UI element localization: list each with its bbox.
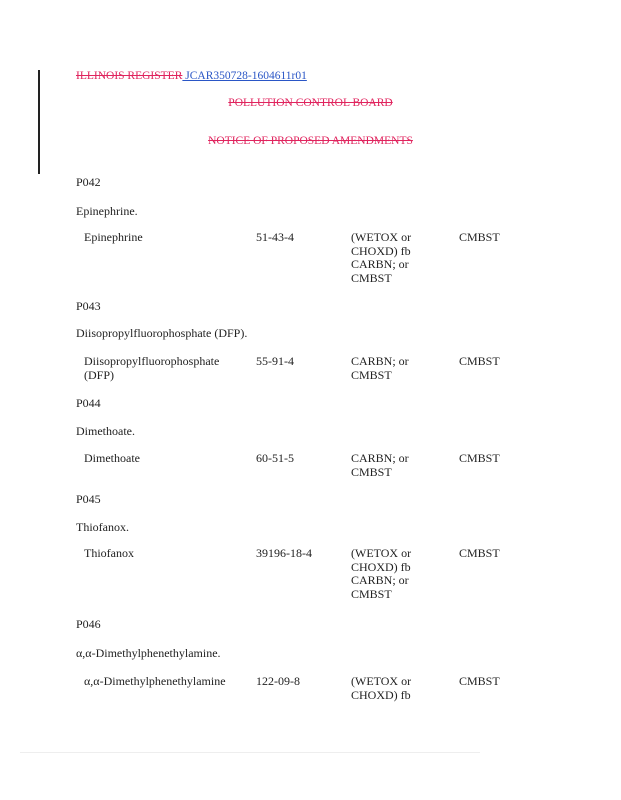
nonwastewater-standard: CMBST bbox=[459, 546, 500, 560]
standard-line: CMBST bbox=[351, 586, 392, 601]
nonwastewater-standard: CMBST bbox=[459, 451, 500, 465]
waste-description: Thiofanox. bbox=[76, 520, 129, 534]
standard-line: CMBST bbox=[351, 464, 392, 479]
standard-line: CHOXD) fb bbox=[351, 687, 411, 702]
wastewater-standard bbox=[351, 675, 441, 702]
standard-line: CARBN; or bbox=[351, 573, 409, 587]
waste-description: Diisopropylfluorophosphate (DFP). bbox=[76, 326, 248, 340]
cas-number: 122-09-8 bbox=[256, 674, 300, 688]
nonwastewater-standard: CMBST bbox=[459, 354, 500, 368]
standard-line: CMBST bbox=[351, 367, 392, 382]
wastewater-standard bbox=[351, 452, 441, 479]
constituent-name: α,α-Dimethylphenethylamine bbox=[84, 674, 226, 688]
nonwastewater-standard: CMBST bbox=[459, 674, 500, 688]
waste-code: P042 bbox=[76, 175, 101, 189]
waste-description: α,α-Dimethylphenethylamine. bbox=[76, 646, 221, 660]
standard-line: CARBN; or bbox=[351, 354, 409, 368]
cas-number: 55-91-4 bbox=[256, 354, 294, 368]
wastewater-standard bbox=[351, 547, 441, 601]
cas-number: 39196-18-4 bbox=[256, 546, 312, 560]
register-id-inserted: JCAR350728-1604611r01 bbox=[182, 70, 307, 82]
waste-description: Epinephrine. bbox=[76, 204, 138, 218]
nonwastewater-standard: CMBST bbox=[459, 230, 500, 244]
waste-code: P045 bbox=[76, 492, 101, 506]
board-title: POLLUTION CONTROL BOARD bbox=[228, 97, 393, 109]
cas-number: 51-43-4 bbox=[256, 230, 294, 244]
revision-change-bar bbox=[38, 70, 40, 174]
wastewater-standard bbox=[351, 355, 441, 382]
waste-description: Dimethoate. bbox=[76, 424, 135, 438]
constituent-name: Thiofanox bbox=[84, 546, 134, 560]
notice-title: NOTICE OF PROPOSED AMENDMENTS bbox=[208, 135, 413, 147]
footer-divider bbox=[20, 752, 480, 753]
standard-line: CARBN; or bbox=[351, 257, 409, 271]
waste-code: P046 bbox=[76, 617, 101, 631]
waste-code: P044 bbox=[76, 396, 101, 410]
standard-line: CARBN; or bbox=[351, 451, 409, 465]
standard-line: CHOXD) fb bbox=[351, 559, 411, 574]
register-title-deleted: ILLINOIS REGISTER bbox=[76, 70, 183, 82]
standard-line: CHOXD) fb bbox=[351, 243, 411, 258]
register-line bbox=[76, 70, 307, 82]
constituent-name: Dimethoate bbox=[84, 451, 140, 465]
name-line: (DFP) bbox=[84, 367, 115, 382]
standard-line: (WETOX or bbox=[351, 546, 412, 560]
cas-number: 60-51-5 bbox=[256, 451, 294, 465]
wastewater-standard bbox=[351, 231, 441, 285]
waste-code: P043 bbox=[76, 299, 101, 313]
standard-line: (WETOX or bbox=[351, 230, 412, 244]
standard-line: CMBST bbox=[351, 270, 392, 285]
constituent-name: Epinephrine bbox=[84, 230, 143, 244]
constituent-name bbox=[84, 355, 244, 382]
name-line: Diisopropylfluorophosphate bbox=[84, 354, 220, 368]
standard-line: (WETOX or bbox=[351, 674, 412, 688]
